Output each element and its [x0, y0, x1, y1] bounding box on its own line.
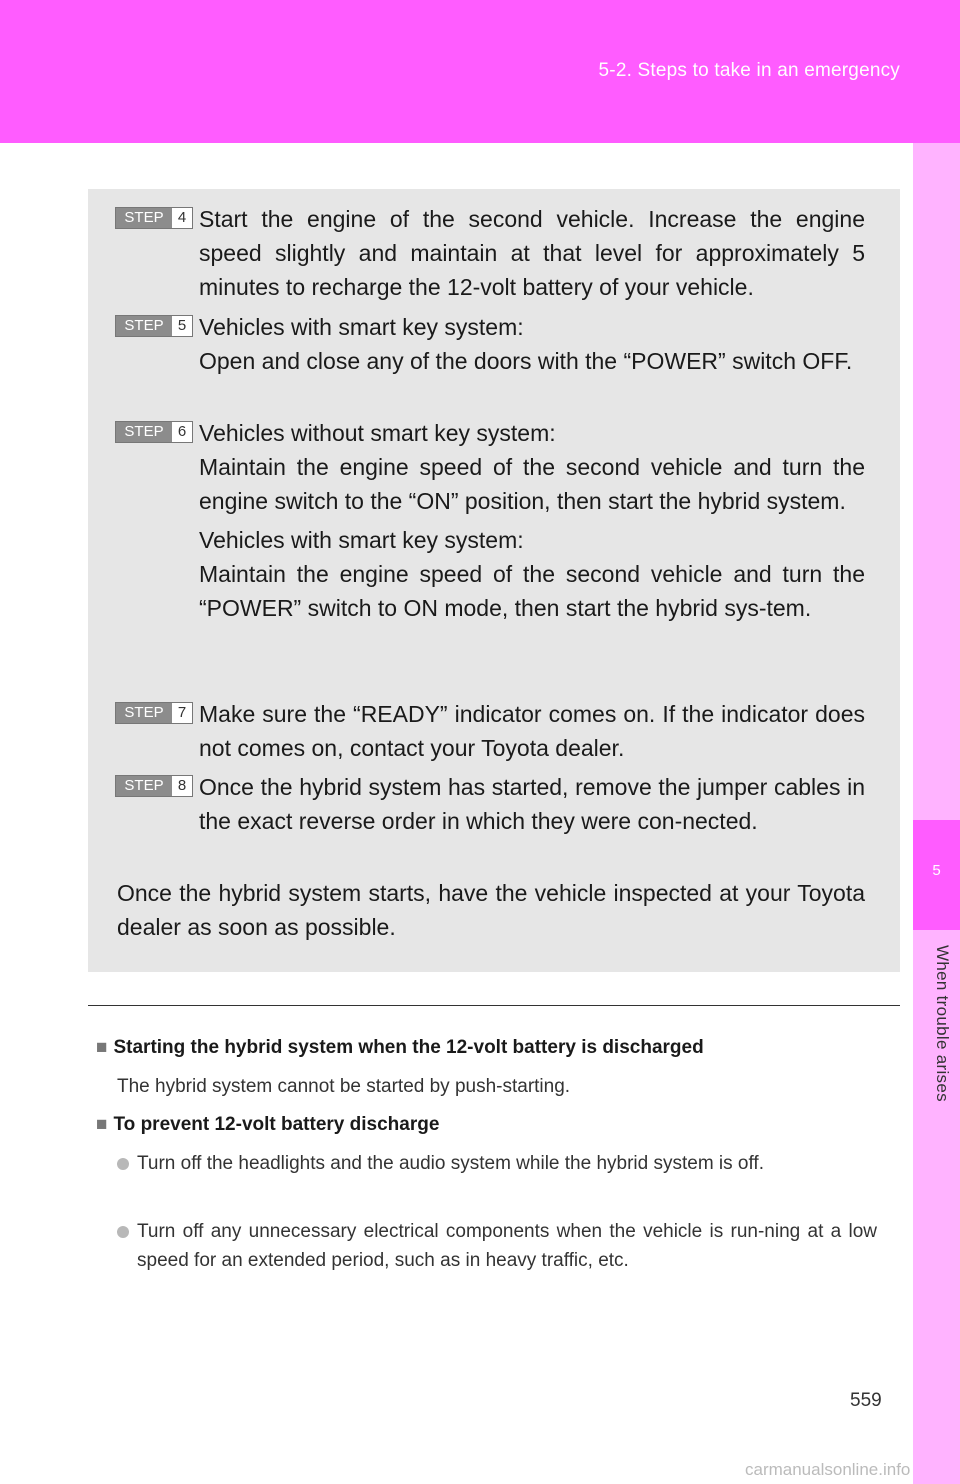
- note-body: The hybrid system cannot be started by push-starting.: [117, 1076, 571, 1097]
- note-heading-text: Starting the hybrid system when the 12-volt battery is discharged: [113, 1037, 704, 1058]
- square-bullet-icon: ■: [96, 1114, 108, 1135]
- step-number: 7: [172, 703, 192, 723]
- step-number: 8: [172, 776, 192, 796]
- chapter-side-tab: [913, 143, 960, 1484]
- step-number: 4: [172, 208, 192, 228]
- step-badge: [115, 421, 193, 443]
- note-heading: [96, 1114, 439, 1136]
- note-bullet-text: Turn off the headlights and the audio system while the hybrid system is off.: [137, 1153, 764, 1174]
- page-number: 559: [850, 1390, 882, 1411]
- step-number: 6: [172, 422, 192, 442]
- step-badge: [115, 702, 193, 724]
- section-divider: [88, 1005, 900, 1006]
- step-text: [199, 310, 865, 378]
- step-paragraph: Vehicles without smart key system:: [199, 420, 556, 446]
- step-paragraph: Start the engine of the second vehicle. Increase the engine speed slightly and maintain at that level for approximately 5 minutes to recharge the 12-volt battery of your vehicle.: [199, 206, 865, 300]
- step-paragraph: Maintain the engine speed of the second vehicle and turn the “POWER” switch to ON mode, then start the hybrid sys-tem.: [199, 561, 865, 621]
- chapter-title: When trouble arises: [933, 945, 952, 1102]
- step-text: [199, 770, 865, 838]
- note-heading: [96, 1037, 704, 1059]
- page-header: [0, 0, 960, 143]
- step-paragraph: Open and close any of the doors with the “POWER” switch OFF.: [199, 348, 853, 374]
- step-number: 5: [172, 316, 192, 336]
- chapter-number: 5: [932, 862, 941, 879]
- note-bullet: [117, 1217, 877, 1275]
- step-text: [199, 697, 865, 765]
- step-label: STEP: [116, 316, 172, 336]
- closing-paragraph: Once the hybrid system starts, have the vehicle inspected at your Toyota dealer as soon as possible.: [117, 880, 865, 940]
- step-paragraph: Make sure the “READY” indicator comes on. If the indicator does not comes on, contact your Toyota dealer.: [199, 701, 865, 761]
- step-badge: [115, 315, 193, 337]
- section-title: 5-2. Steps to take in an emergency: [598, 60, 900, 81]
- step-text: [199, 416, 865, 625]
- note-bullet-text: Turn off any unnecessary electrical components when the vehicle is run-ning at a low speed for an extended period, such as in heavy traffic, etc.: [137, 1221, 877, 1271]
- square-bullet-icon: ■: [96, 1037, 108, 1058]
- note-heading-text: To prevent 12-volt battery discharge: [113, 1114, 440, 1135]
- step-label: STEP: [116, 703, 172, 723]
- step-label: STEP: [116, 422, 172, 442]
- step-paragraph: Once the hybrid system has started, remove the jumper cables in the exact reverse order in which they were con-nected.: [199, 774, 865, 834]
- circle-bullet-icon: [117, 1226, 129, 1238]
- step-paragraph: Maintain the engine speed of the second vehicle and turn the engine switch to the “ON” position, then start the hybrid system.: [199, 454, 865, 514]
- watermark: carmanualsonline.info: [745, 1460, 911, 1479]
- step-badge: [115, 775, 193, 797]
- step-badge: [115, 207, 193, 229]
- step-paragraph: Vehicles with smart key system:: [199, 527, 524, 553]
- step-label: STEP: [116, 208, 172, 228]
- circle-bullet-icon: [117, 1158, 129, 1170]
- step-label: STEP: [116, 776, 172, 796]
- step-text: [199, 202, 865, 304]
- note-bullet: [117, 1149, 877, 1178]
- step-paragraph: Vehicles with smart key system:: [199, 314, 524, 340]
